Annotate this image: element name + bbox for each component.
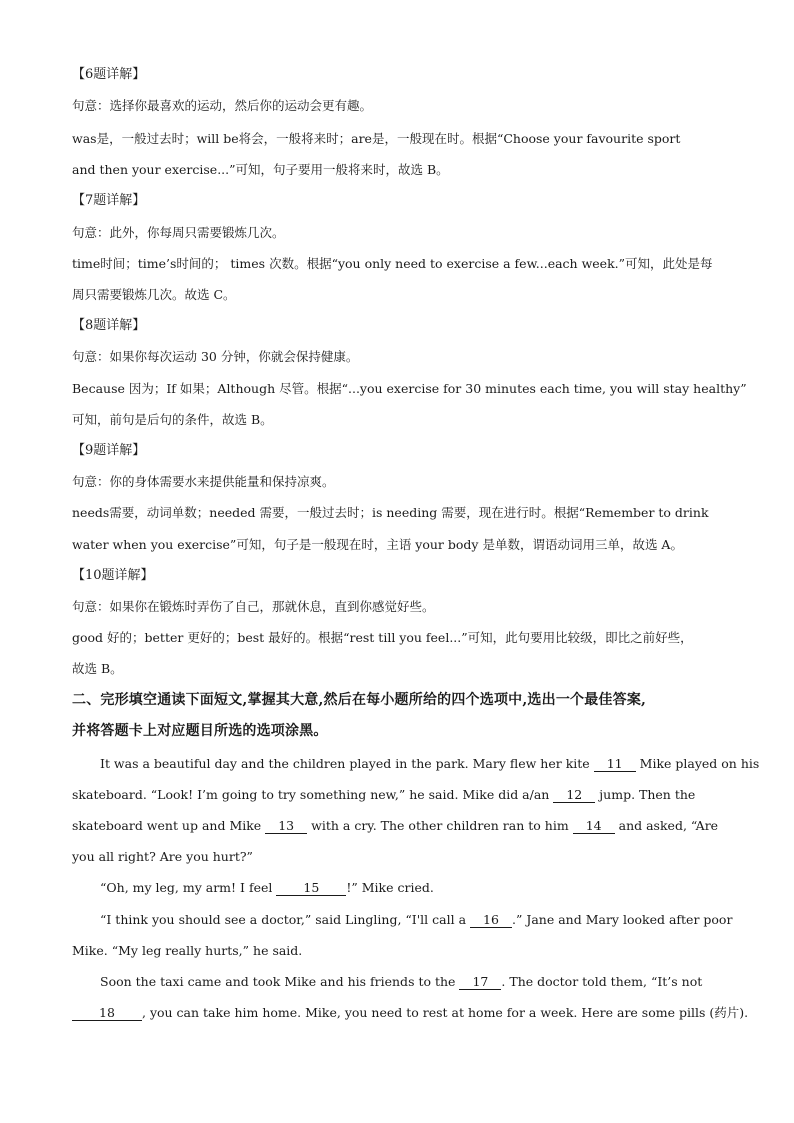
section-title-line-1: 二、完形填空通读下面短文,掌握其大意,然后在每小题所给的四个选项中,选出一个最佳答案, xyxy=(72,692,647,708)
passage-text: Soon the taxi came and took Mike and his friends to the xyxy=(100,974,460,989)
blank-16: 16 xyxy=(470,913,512,928)
q8-translation: 句意：如果你每次运动 30 分钟，你就会保持健康。 xyxy=(72,349,359,364)
blank-15: 15 xyxy=(276,881,346,896)
q6-translation: 句意：选择你最喜欢的运动，然后你的运动会更有趣。 xyxy=(72,98,373,113)
q9-analysis-line-1: needs需要，动词单数；needed 需要，一般过去时；is needing 需要，现在进行时。根据“Remember to drink xyxy=(72,505,709,520)
section-title-line-2: 并将答题卡上对应题目所选的选项涂黑。 xyxy=(72,723,328,739)
q8-analysis-line-2: 可知，前句是后句的条件，故选 B。 xyxy=(72,412,273,427)
blank-13: 13 xyxy=(265,819,307,834)
passage-p4-line-1 xyxy=(100,973,702,991)
passage-text: skateboard. “Look! I’m going to try something new,” he said. Mike did a/an xyxy=(72,787,554,802)
passage-text: .” Jane and Mary looked after poor xyxy=(512,912,733,927)
q10-header: 【10题详解】 xyxy=(72,568,154,583)
passage-text: “Oh, my leg, my arm! I feel xyxy=(100,880,277,895)
q6-analysis-line-2: and then your exercise...”可知，句子要用一般将来时，故选 B。 xyxy=(72,162,449,177)
blank-12: 12 xyxy=(553,788,595,803)
passage-text: Mike played on his xyxy=(635,756,760,771)
passage-p2-line-1 xyxy=(100,879,434,897)
passage-text: “I think you should see a doctor,” said Lingling, “I'll call a xyxy=(100,912,470,927)
q6-header: 【6题详解】 xyxy=(72,67,146,82)
q7-translation: 句意：此外，你每周只需要锻炼几次。 xyxy=(72,225,285,240)
q7-header: 【7题详解】 xyxy=(72,193,146,208)
passage-p1-line-4: you all right? Are you hurt?” xyxy=(72,849,253,864)
q9-analysis-line-2: water when you exercise”可知，句子是一般现在时，主语 your body 是单数，谓语动词用三单，故选 A。 xyxy=(72,537,683,552)
q10-translation: 句意：如果你在锻炼时弄伤了自己，那就休息，直到你感觉好些。 xyxy=(72,599,435,614)
q8-analysis-line-1: Because 因为；If 如果；Although 尽管。根据“...you exercise for 30 minutes each time, you will stay healthy” xyxy=(72,381,747,396)
passage-text: skateboard went up and Mike xyxy=(72,818,266,833)
passage-text: with a cry. The other children ran to him xyxy=(307,818,573,833)
passage-text: jump. Then the xyxy=(595,787,696,802)
passage-text: , you can take him home. Mike, you need to rest at home for a week. Here are some pills (药片). xyxy=(142,1005,749,1020)
q6-analysis-line-1: was是，一般过去时；will be将会，一般将来时；are是，一般现在时。根据“Choose your favourite sport xyxy=(72,131,681,146)
q10-analysis-line-2: 故选 B。 xyxy=(72,661,123,676)
q9-header: 【9题详解】 xyxy=(72,443,146,458)
passage-text: It was a beautiful day and the children played in the park. Mary flew her kite xyxy=(100,756,594,771)
passage-text: and asked, “Are xyxy=(614,818,719,833)
passage-text: !” Mike cried. xyxy=(346,880,434,895)
blank-11: 11 xyxy=(594,757,636,772)
passage-p4-line-2 xyxy=(72,1004,748,1022)
passage-p1-line-3 xyxy=(72,817,718,835)
passage-text: . The doctor told them, “It’s not xyxy=(501,974,703,989)
blank-14: 14 xyxy=(573,819,615,834)
blank-18: 18 xyxy=(72,1006,142,1021)
q7-analysis-line-2: 周只需要锻炼几次。故选 C。 xyxy=(72,287,236,302)
passage-p1-line-2 xyxy=(72,786,695,804)
passage-p3-line-1 xyxy=(100,911,732,929)
q7-analysis-line-1: time时间；time’s时间的； times 次数。根据“you only need to exercise a few...each week.”可知，此处是每 xyxy=(72,256,713,271)
q8-header: 【8题详解】 xyxy=(72,318,146,333)
passage-p1-line-1 xyxy=(100,755,759,773)
passage-p3-line-2: Mike. “My leg really hurts,” he said. xyxy=(72,943,303,958)
q9-translation: 句意：你的身体需要水来提供能量和保持凉爽。 xyxy=(72,474,335,489)
q10-analysis-line-1: good 好的；better 更好的；best 最好的。根据“rest till you feel...”可知，此句要用比较级，即比之前好些， xyxy=(72,630,693,645)
blank-17: 17 xyxy=(459,975,501,990)
